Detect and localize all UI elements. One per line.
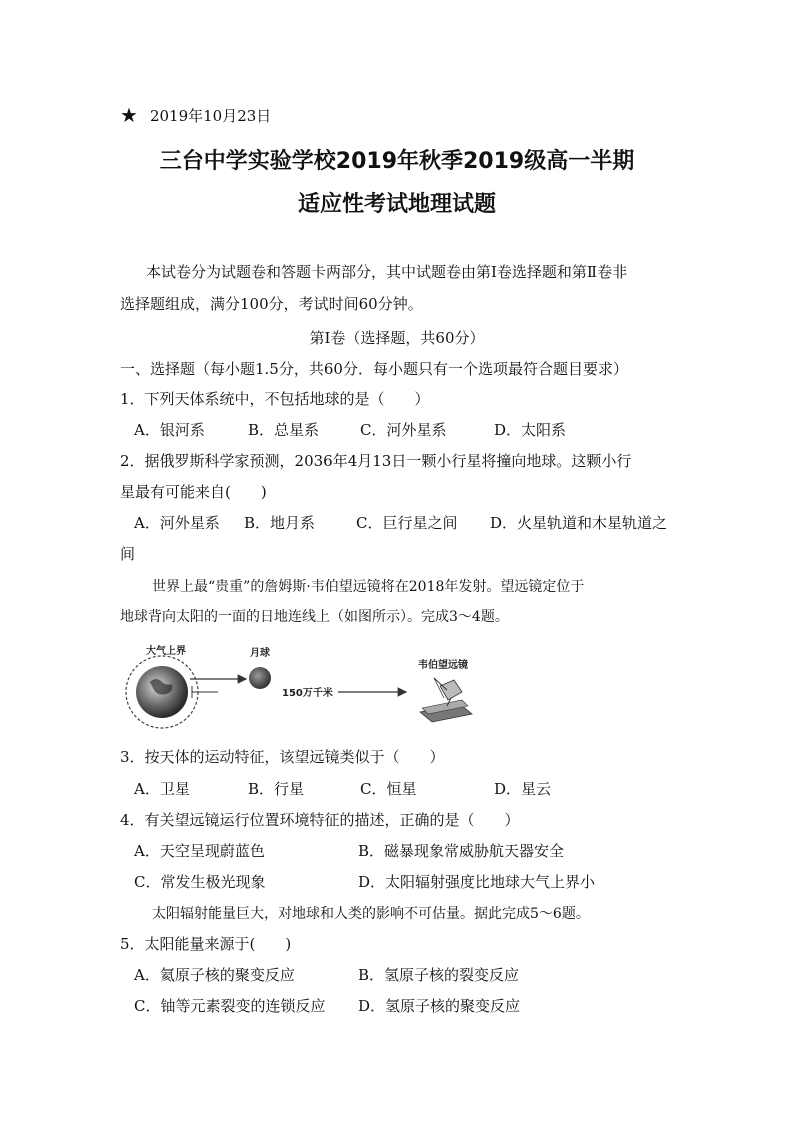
q5-option-a: A．氦原子核的聚变反应	[134, 966, 295, 984]
q2-option-b: B．地月系	[244, 514, 316, 532]
q5-option-c: C．铀等元素裂变的连锁反应	[134, 997, 326, 1015]
section-title: 第Ⅰ卷（选择题，共60分）	[309, 329, 485, 347]
exam-title-line1: 三台中学实验学校2019年秋季2019级高一半期	[159, 149, 635, 174]
q1-stem: 1．下列天体系统中，不包括地球的是（ ）	[120, 390, 430, 408]
atmosphere-label: 大气上界	[146, 646, 186, 657]
q2-option-d: D．火星轨道和木星轨道之	[490, 514, 668, 532]
q3-option-c: C．恒星	[360, 780, 417, 798]
q2-option-c: C．巨行星之间	[356, 514, 458, 532]
q3-stem: 3．按天体的运动特征，该望远镜类似于（ ）	[120, 748, 445, 766]
q1-option-c: C．河外星系	[360, 421, 447, 439]
distance-label: 150万千米	[282, 688, 333, 699]
q4-option-b: B．磁暴现象常威胁航天器安全	[358, 842, 565, 860]
intro-line1: 本试卷分为试题卷和答题卡两部分，其中试题卷由第Ⅰ卷选择题和第Ⅱ卷非	[146, 263, 628, 281]
q4-option-c: C．常发生极光现象	[134, 873, 266, 891]
q2-stem-line1: 2．据俄罗斯科学家预测，2036年4月13日一颗小行星将撞向地球。这颗小行	[120, 452, 632, 470]
q4-stem: 4．有关望远镜运行位置环境特征的描述，正确的是（ ）	[120, 811, 520, 829]
passage1-line1: 世界上最“贵重”的詹姆斯·韦伯望远镜将在2018年发射。望远镜定位于	[152, 579, 585, 595]
q5-stem: 5．太阳能量来源于( )	[120, 935, 292, 953]
q4-option-d: D．太阳辐射强度比地球大气上界小	[358, 873, 596, 891]
passage2: 太阳辐射能量巨大，对地球和人类的影响不可估量。据此完成5～6题。	[152, 906, 590, 922]
q1-option-b: B．总星系	[248, 421, 320, 439]
star-icon: ★	[120, 103, 138, 127]
q3-option-d: D．星云	[494, 780, 552, 798]
moon-label: 月球	[250, 648, 270, 659]
exam-date: ★ 2019年10月23日	[120, 103, 272, 127]
telescope-icon	[420, 678, 472, 722]
q3-option-a: A．卫星	[134, 780, 190, 798]
telescope-label: 韦伯望远镜	[418, 660, 468, 671]
intro-line2: 选择题组成，满分100分，考试时间60分钟。	[120, 295, 423, 313]
q1-option-a: A．银河系	[134, 421, 205, 439]
passage1-line2: 地球背向太阳的一面的日地连线上（如图所示）。完成3～4题。	[120, 609, 509, 625]
moon-icon	[249, 667, 271, 689]
q5-option-b: B．氢原子核的裂变反应	[358, 966, 520, 984]
q2-option-a: A．河外星系	[134, 514, 220, 532]
q1-option-d: D．太阳系	[494, 421, 567, 439]
part-instruction: 一、选择题（每小题1.5分，共60分．每小题只有一个选项最符合题目要求）	[120, 360, 628, 378]
q2-option-d-continued: 间	[120, 545, 136, 563]
exam-title-line2: 适应性考试地理试题	[297, 192, 496, 217]
q3-option-b: B．行星	[248, 780, 305, 798]
q2-stem-line2: 星最有可能来自( )	[120, 483, 267, 501]
q5-option-d: D．氢原子核的聚变反应	[358, 997, 521, 1015]
telescope-position-diagram	[122, 640, 482, 730]
q4-option-a: A．天空呈现蔚蓝色	[134, 842, 265, 860]
